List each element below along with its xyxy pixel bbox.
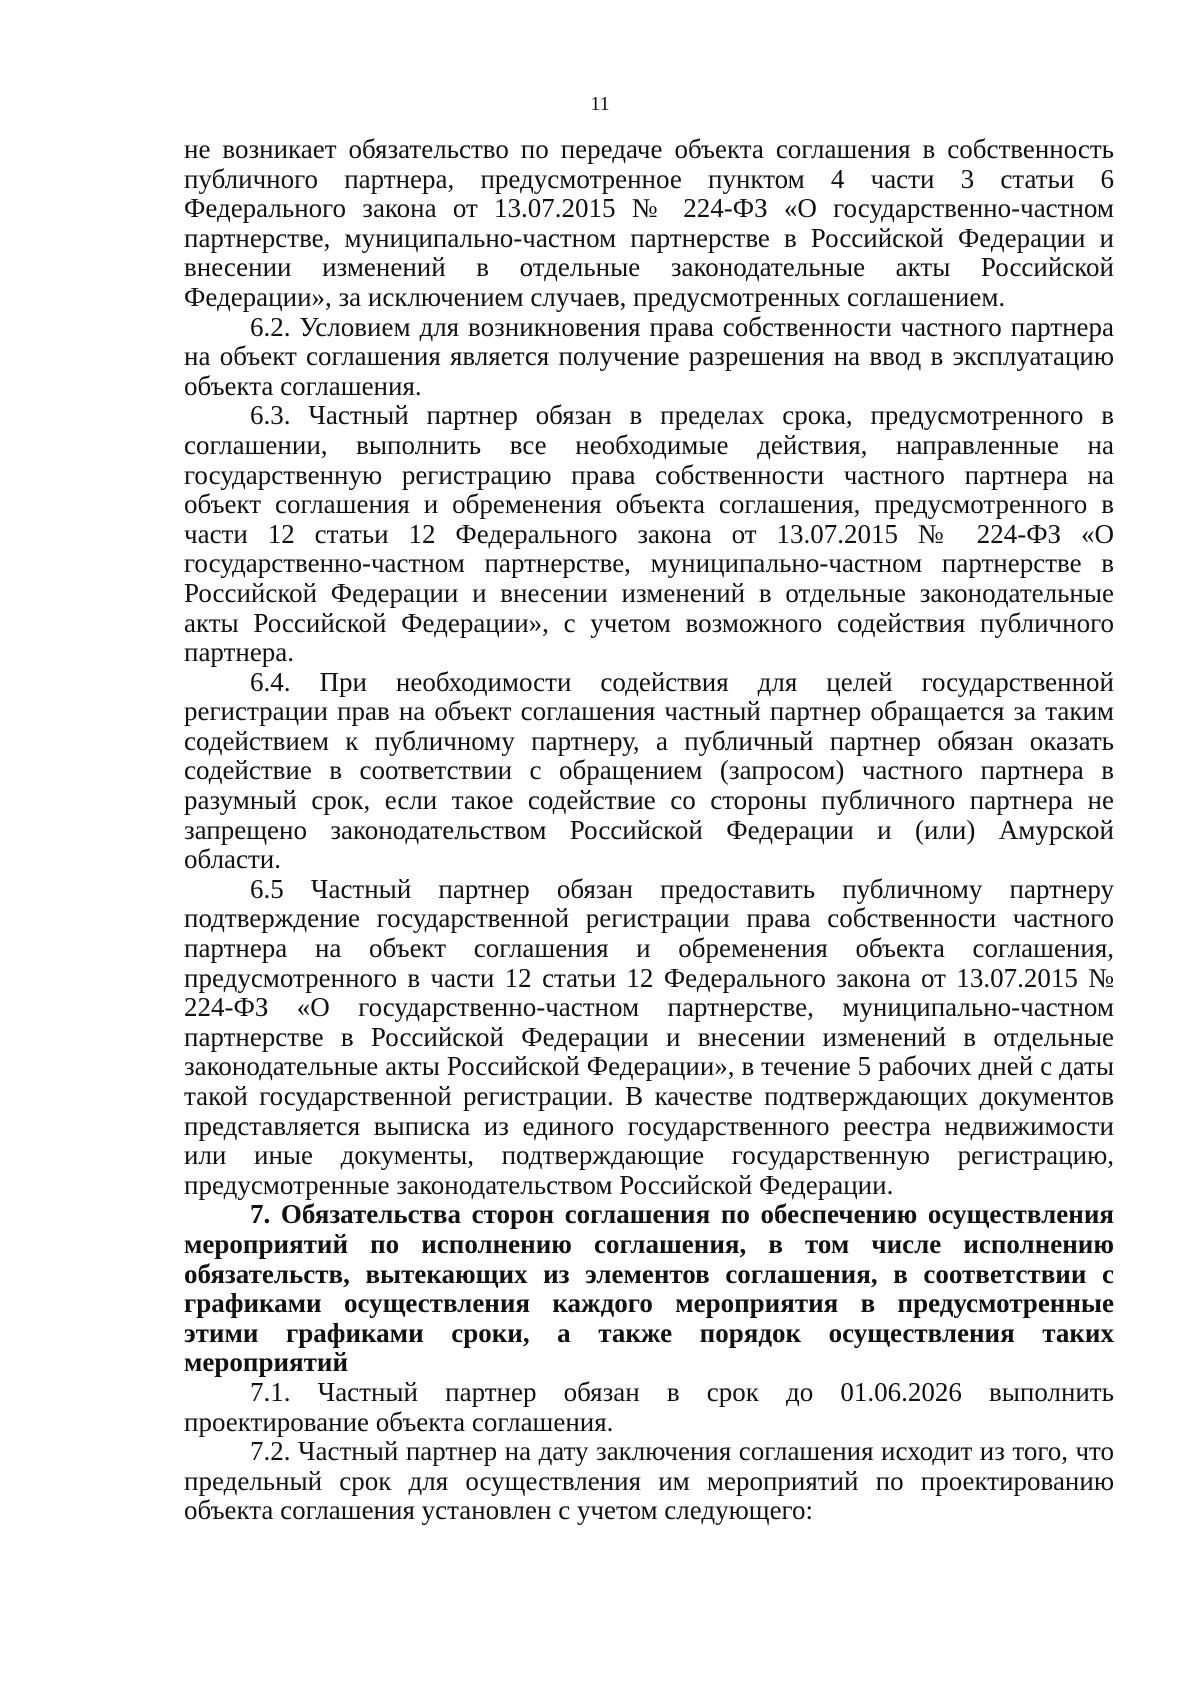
paragraph-6-2: 6.2. Условием для возникновения права собственности частного партнера на объект соглашения является получение разрешения на ввод в эксплуатацию объекта соглашения. [184,311,1114,401]
paragraph-continuation: не возникает обязательство по передаче объекта соглашения в собственность публичного партнера, предусмотренное пунктом 4 части 3 статьи 6 Федерального закона от 13.07.2015 № 224-ФЗ «О государственно-частном партнерстве, муниципально-частном партнерстве в Российской Федерации и внесении изменений в отдельные законодательные акты Российской Федерации», за исключением случаев, предусмотренных соглашением. [184,134,1114,312]
section-7-heading: 7. Обязательства сторон соглашения по обеспечению осуществления мероприятий по исполнению соглашения, в том числе исполнению обязательств, вытекающих из элементов соглашения, в соответствии с графиками осуществления каждого мероприятия в предусмотренные этими графиками сроки, а также порядок осуществления таких мероприятий [184,1199,1114,1378]
paragraph-7-2: 7.2. Частный партнер на дату заключения соглашения исходит из того, что предельный срок для осуществления им мероприятий по проектированию объекта соглашения установлен с учетом следующего: [184,1436,1114,1526]
document-body [184,135,1114,1526]
paragraph-7-1: 7.1. Частный партнер обязан в срок до 01.06.2026 выполнить проектирование объекта соглашения. [184,1376,1114,1437]
paragraph-6-4: 6.4. При необходимости содействия для целей государственной регистрации прав на объект соглашения частный партнер обращается за таким содействием к публичному партнеру, а публичный партнер обязан оказать содействие в соответствии с обращением (запросом) частного партнера в разумный срок, если такое содействие со стороны публичного партнера не запрещено законодательством Российской Федерации и (или) Амурской области. [184,666,1114,875]
paragraph-6-5: 6.5 Частный партнер обязан предоставить публичному партнеру подтверждение государственной регистрации права собственности частного партнера на объект соглашения и обременения объекта соглашения, предусмотренного в части 12 статьи 12 Федерального закона от 13.07.2015 № 224-ФЗ «О государственно-частном партнерстве, муниципально-частном партнерстве в Российской Федерации и внесении изменений в отдельные законодательные акты Российской Федерации», в течение 5 рабочих дней с даты такой государственной регистрации. В качестве подтверждающих документов представляется выписка из единого государственного реестра недвижимости или иные документы, подтверждающие государственную регистрацию, предусмотренные законодательством Российской Федерации. [184,873,1114,1200]
page-number: 11 [590,93,610,115]
paragraph-6-3: 6.3. Частный партнер обязан в пределах срока, предусмотренного в соглашении, выполнить все необходимые действия, направленные на государственную регистрацию права собственности частного партнера на объект соглашения и обременения объекта соглашения, предусмотренного в части 12 статьи 12 Федерального закона от 13.07.2015 № 224-ФЗ «О государственно-частном партнерстве, муниципально-частном партнерстве в Российской Федерации и внесении изменений в отдельные законодательные акты Российской Федерации», с учетом возможного содействия публичного партнера. [184,400,1114,668]
